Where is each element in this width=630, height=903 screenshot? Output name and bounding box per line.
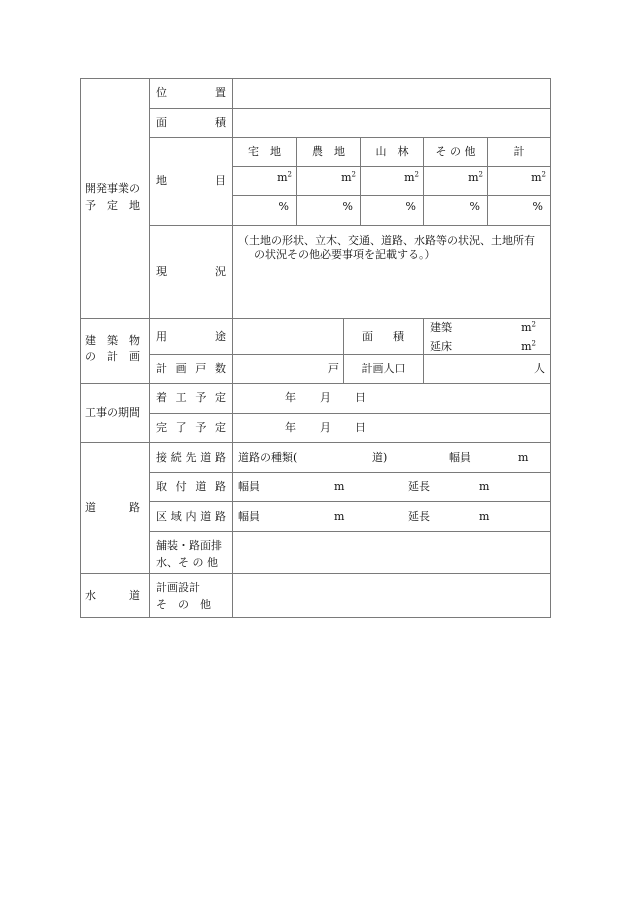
total-floor-area-row[interactable] — [430, 340, 536, 354]
divider-road-row1 — [149, 472, 551, 473]
location-value[interactable] — [233, 79, 550, 108]
connecting-road-label: 接 続 先 道 路 — [156, 451, 226, 464]
landcat-forest-area[interactable]: $m^2$ — [404, 170, 419, 184]
section-period-label: 工事の期間 — [85, 406, 140, 419]
condition-note-line1: （土地の形状、立木、交通、道路、水路等の状況、土地所有 — [238, 234, 535, 247]
section-road-label: 道 路 — [85, 501, 140, 514]
road-type-suffix: 道) — [372, 451, 388, 464]
attached-length-label: 延長 — [408, 480, 430, 493]
planned-units-value[interactable]: 戸 — [328, 362, 339, 375]
area-value[interactable] — [233, 109, 550, 137]
divider-building-period — [80, 383, 551, 384]
border-left — [80, 78, 81, 618]
landcat-farmland-area[interactable]: $m^2$ — [341, 170, 356, 184]
divider-site-row2 — [149, 137, 551, 138]
location-label: 位 置 — [156, 86, 226, 99]
condition-label: 現 況 — [156, 265, 226, 278]
building-area-label: 建築 — [430, 321, 452, 334]
water-plan-label-line2: そ の 他 — [156, 598, 211, 611]
condition-note[interactable] — [238, 234, 548, 262]
section-building-label-line2: の 計 画 — [85, 350, 140, 363]
internal-road-value[interactable] — [238, 510, 548, 524]
landcat-forest-header: 山 林 — [375, 145, 409, 158]
road-type-label: 道路の種類( — [238, 451, 298, 464]
paving-label-line2: 水、そ の 他 — [156, 556, 218, 569]
divider-period-row — [149, 413, 551, 414]
divider-building-row — [149, 354, 551, 355]
attached-road-value[interactable] — [238, 480, 548, 494]
start-planned-label: 着 工 予 定 — [156, 391, 226, 404]
internal-width-unit: m — [334, 510, 345, 523]
landcat-residential-area[interactable]: $m^2$ — [277, 170, 292, 184]
section-site-label-line1: 開発事業の — [85, 182, 140, 195]
water-plan-label — [156, 581, 230, 612]
paving-drainage-value[interactable] — [233, 532, 550, 573]
building-area-row[interactable] — [430, 321, 536, 335]
connecting-width-label: 幅員 — [449, 451, 471, 464]
section-site-label — [85, 182, 147, 213]
landcat-total-area[interactable]: $m^2$ — [531, 170, 546, 184]
end-year-unit: 年 — [285, 421, 296, 434]
area-label: 面 積 — [156, 116, 226, 129]
border-right — [550, 78, 551, 618]
water-plan-label-line1: 計画設計 — [156, 581, 200, 594]
connecting-width-unit: m — [518, 451, 529, 464]
use-label: 用 途 — [156, 330, 226, 343]
landcat-farmland-percent[interactable]: % — [342, 200, 353, 213]
water-plan-value[interactable] — [233, 574, 550, 617]
landcat-other-percent[interactable]: % — [469, 200, 480, 213]
landcat-residential-header: 宅 地 — [248, 145, 281, 158]
landcat-other-header: そ の 他 — [435, 145, 476, 158]
divider-site-row3 — [149, 225, 551, 226]
attached-length-unit: m — [479, 480, 490, 493]
end-planned-label: 完 了 予 定 — [156, 421, 226, 434]
end-month-unit: 月 — [320, 421, 331, 434]
section-water-label: 水 道 — [85, 589, 140, 602]
total-floor-label: 延床 — [430, 340, 452, 353]
start-year-unit: 年 — [285, 391, 296, 404]
section-building-label — [85, 334, 147, 364]
landcat-forest-percent[interactable]: % — [405, 200, 416, 213]
paving-label-line1: 舗装・路面排 — [156, 539, 222, 552]
landcat-total-percent[interactable]: % — [532, 200, 543, 213]
total-floor-unit: $m^2$ — [521, 339, 536, 353]
landcat-farmland-header: 農 地 — [312, 145, 345, 158]
attached-width-label: 幅員 — [238, 480, 260, 493]
divider-road-row2 — [149, 501, 551, 502]
planned-population-label: 計画人口 — [361, 362, 406, 375]
divider-section — [149, 78, 150, 618]
border-bottom — [80, 617, 551, 618]
divider-landcat-row2 — [232, 195, 551, 196]
start-month-unit: 月 — [320, 391, 331, 404]
end-day-unit: 日 — [355, 421, 366, 434]
divider-period-road — [80, 442, 551, 443]
internal-road-label: 区 域 内 道 路 — [156, 510, 226, 523]
internal-length-unit: m — [479, 510, 490, 523]
attached-width-unit: m — [334, 480, 345, 493]
planned-units-label: 計 画 戸 数 — [156, 362, 226, 375]
section-site-label-line2: 予 定 地 — [85, 199, 140, 212]
connecting-road-value[interactable] — [238, 451, 548, 465]
building-area-unit: $m^2$ — [521, 320, 536, 334]
divider-landcat-row1 — [232, 166, 551, 167]
section-building-label-line1: 建 築 物 — [85, 334, 140, 347]
internal-width-label: 幅員 — [238, 510, 260, 523]
attached-road-label: 取 付 道 路 — [156, 480, 226, 493]
land-category-label: 地 目 — [156, 174, 226, 187]
landcat-total-header: 計 — [513, 145, 525, 158]
internal-length-label: 延長 — [408, 510, 430, 523]
planned-population-value[interactable]: 人 — [534, 362, 545, 375]
condition-note-line2: の状況その他必要事項を記載する。） — [254, 248, 436, 261]
paving-drainage-label — [156, 539, 230, 570]
start-day-unit: 日 — [355, 391, 366, 404]
development-plan-form — [80, 78, 551, 618]
landcat-other-area[interactable]: $m^2$ — [468, 170, 483, 184]
use-value[interactable] — [233, 319, 343, 354]
floor-area-label: 面 積 — [362, 330, 404, 343]
landcat-residential-percent[interactable]: % — [278, 200, 289, 213]
